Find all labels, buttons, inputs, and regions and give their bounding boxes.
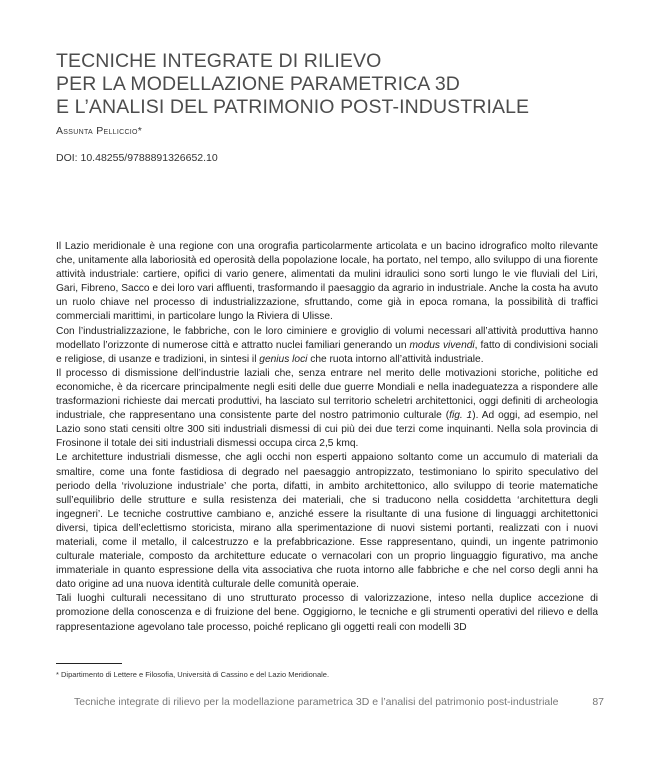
author-name: Assunta Pelliccio*: [56, 125, 143, 137]
italic-term-modus-vivendi: modus vivendi: [409, 339, 475, 351]
paragraph-3-text-b: ). Ad oggi, ad esempio, nel Lazio sono stati censiti oltre 300 siti industriali dismessi di cui più dei due terzi come inquinanti. Nella sola provincia di Frosinone il totale dei siti industriali dismessi occupa circa 2,5 kmq.: [56, 410, 598, 450]
title-line-1: TECNICHE INTEGRATE DI RILIEVO: [56, 50, 382, 72]
footnote: * Dipartimento di Lettere e Filosofia, Università di Cassino e del Lazio Meridionale.: [56, 670, 330, 679]
paragraph-3-text-a: Il processo di dismissione dell’industrie laziali che, senza entrare nel merito delle motivazioni storiche, politiche ed economiche, è da ricercare principalmente negli esiti delle due guerre Mondiali e nella inadeguatezza a rispondere alle trasformazioni richieste dai mercati produttivi, ha lasciato sul territorio scheletri architettonici, oggi definiti di archeologia industriale, che rappresentano una consistente parte del nostro patrimonio culturale (: [56, 367, 598, 422]
paragraph-2-text-b: , fatto di condivisioni sociali e religiose, di usanze e tradizioni, in sintesi il: [56, 339, 598, 365]
figure-reference: fig. 1: [449, 410, 473, 422]
paragraph-5-text: Tali luoghi culturali necessitano di uno strutturato processo di valorizzazione, inteso nella duplice accezione di promozione della conoscenza e di fruizione del bene. Oggigiorno, le tecniche e gli strumenti operativi del rilievo e della rappresentazione agevolano tale processo, poiché replicano gli oggetti reali con modelli 3D: [56, 593, 598, 633]
paragraph-2: [56, 325, 598, 367]
title-line-3: E L’ANALISI DEL PATRIMONIO POST-INDUSTRIALE: [56, 96, 530, 118]
paragraph-3: [56, 367, 598, 452]
paragraph-2-text-a: Con l’industrializzazione, le fabbriche, con le loro ciminiere e groviglio di volumi necessari all’attività produttiva hanno modellato l’orizzonte di numerose città e attratto nuclei familiari generando un: [56, 325, 598, 351]
paragraph-1-text: Il Lazio meridionale è una regione con una orografia particolarmente articolata e un bacino idrografico molto rilevante che, unitamente alla laboriosità ed operosità della popolazione locale, ha portato, nel tempo, allo sviluppo di una fiorente attività industriale: cartiere, opifici di vario genere, alimentati da mulini idraulici sono sorti lungo le vie fluviali del Liri, Gari, Fibreno, Sacco e dei loro vari affluenti, trasformando il paesaggio da agrario in industriale. Anche la costa ha avuto un ruolo chiave nel processo di industrializzazione, sfruttando, come già in epoca romana, la possibilità di traffici commerciali marittimi, in particolare lungo la Riviera di Ulisse.: [56, 241, 598, 323]
footnote-divider: [56, 663, 122, 664]
page-number: 87: [592, 696, 604, 708]
paragraph-4: [56, 451, 598, 592]
running-title: Tecniche integrate di rilievo per la modellazione parametrica 3D e l’analisi del patrimonio post-industriale: [74, 696, 559, 708]
paragraph-5: [56, 592, 598, 634]
article-title: [56, 50, 529, 119]
paragraph-4-text: Le architetture industriali dismesse, che agli occhi non esperti appaiono soltanto come un accumulo di materiali da smaltire, come una fonte fastidiosa di degrado nel paesaggio antropizzato, testimoniano lo spirito speculativo del periodo della ‘rivoluzione industriale’ che porta, difatti, in ambito architettonico, allo sviluppo di teorie matematiche sull’equilibrio delle strutture e sulla resistenza dei materiali, che si traducono nella cosiddetta ‘architettura degli ingegneri’. Le tecniche costruttive cambiano e, anziché essere la risultante di una fusione di linguaggi architettonici diversi, tipica dell’eclettismo storicista, mirano alla sperimentazione di nuovi sistemi portanti, realizzati con i nuovi materiali, come il metallo, il calcestruzzo e la prefabbricazione. Esse rappresentano, quindi, un ingente patrimonio culturale materiale, composto da architetture educate o vernacolari con un proprio linguaggio figurativo, ma anche immateriale in quanto espressione della vita associativa che ruota intorno alle fabbriche e che nel corso degli anni ha dato origine ad una nuova identità culturale delle comunità operaie.: [56, 452, 598, 591]
title-line-2: PER LA MODELLAZIONE PARAMETRICA 3D: [56, 73, 460, 95]
running-footer: [74, 696, 604, 708]
doi-identifier: DOI: 10.48255/9788891326652.10: [56, 152, 218, 164]
paragraph-2-text-c: che ruota intorno all’attività industriale.: [307, 353, 484, 365]
paragraph-1: [56, 240, 598, 325]
italic-term-genius-loci: genius loci: [259, 353, 308, 365]
article-body: [56, 240, 598, 635]
